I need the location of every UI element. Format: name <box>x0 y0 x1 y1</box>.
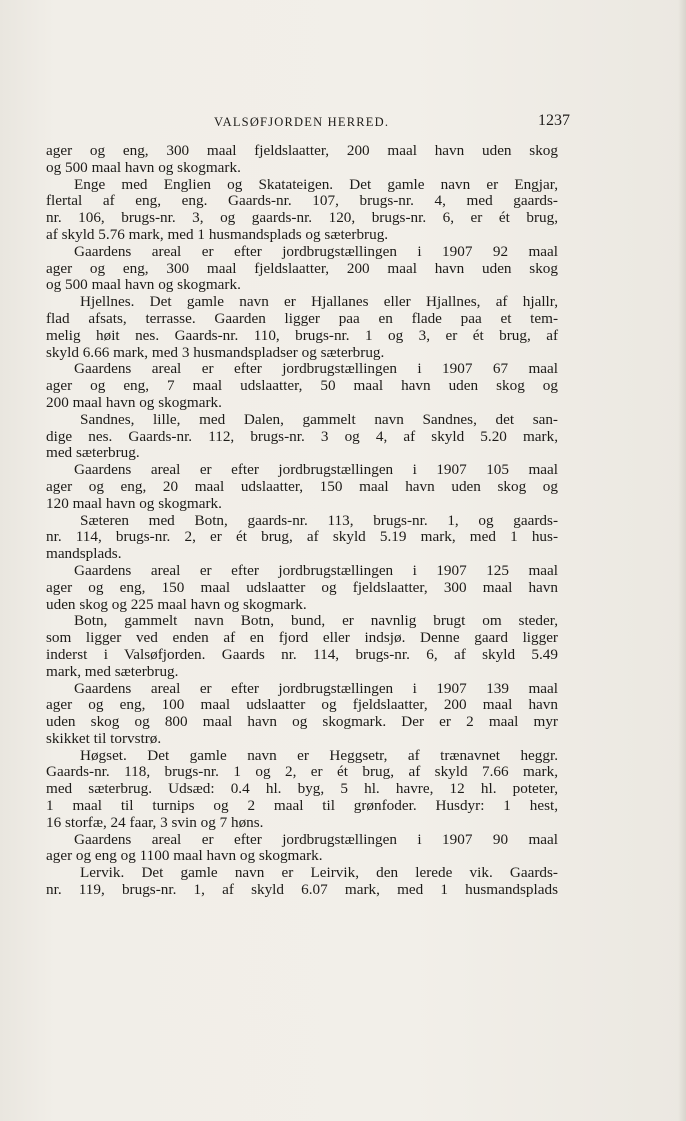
page-edge-shadow <box>678 0 686 1121</box>
text-line: Gaardens areal er efter jordbrugstællingen i 1907 67 maal <box>74 360 558 378</box>
text-line: 1 maal til turnips og 2 maal til grønfoder. Husdyr: 1 hest, <box>46 797 558 815</box>
text-line: Sæteren med Botn, gaards-nr. 113, brugs-nr. 1, og gaards- <box>80 511 558 529</box>
text-line: Botn, gammelt navn Botn, bund, er navnlig brugt om steder, <box>74 612 558 630</box>
text-line: som ligger ved enden af en fjord eller indsjø. Denne gaard ligger <box>46 629 558 647</box>
text-line: og 500 maal havn og skogmark. <box>46 158 241 176</box>
text-line: uden skog og 225 maal havn og skogmark. <box>46 595 307 613</box>
text-line: nr. 114, brugs-nr. 2, er ét brug, af skyld 5.19 mark, med 1 hus- <box>46 528 558 546</box>
text-line: ager og eng og 1100 maal havn og skogmark. <box>46 847 323 865</box>
text-line: Høgset. Det gamle navn er Heggsetr, af trænavnet heggr. <box>80 746 558 764</box>
text-line: 16 storfæ, 24 faar, 3 svin og 7 høns. <box>46 813 264 831</box>
text-line: Gaardens areal er efter jordbrugstællingen i 1907 125 maal <box>74 561 558 579</box>
text-line: ager og eng, 300 maal fjeldslaatter, 200 maal havn uden skog <box>46 259 558 277</box>
text-line: Enge med Englien og Skatateigen. Det gamle navn er Engjar, <box>74 175 558 193</box>
text-line: Hjellnes. Det gamle navn er Hjallanes eller Hjallnes, af hjallr, <box>80 293 558 311</box>
page-header <box>46 112 570 135</box>
text-line: ager og eng, 150 maal udslaatter og fjeldslaatter, 300 maal havn <box>46 578 558 596</box>
text-line: dige nes. Gaards-nr. 112, brugs-nr. 3 og 4, af skyld 5.20 mark, <box>46 427 558 445</box>
text-line: Gaardens areal er efter jordbrugstællingen i 1907 90 maal <box>74 830 558 848</box>
text-line: 120 maal havn og skogmark. <box>46 494 222 512</box>
text-line: Lervik. Det gamle navn er Leirvik, den lerede vik. Gaards- <box>80 864 558 882</box>
running-title: VALSØFJORDEN HERRED. <box>214 115 390 129</box>
text-line: Gaardens areal er efter jordbrugstællingen i 1907 139 maal <box>74 679 558 697</box>
text-line: flad afsats, terrasse. Gaarden ligger paa en flade paa et tem- <box>46 309 558 327</box>
text-line: ager og eng, 300 maal fjeldslaatter, 200 maal havn uden skog <box>46 142 558 159</box>
text-line: flertal af eng, eng. Gaards-nr. 107, brugs-nr. 4, med gaards- <box>46 192 558 210</box>
text-line: ager og eng, 20 maal udslaatter, 150 maal havn uden skog og <box>46 477 558 495</box>
text-line: med sæterbrug. <box>46 444 140 462</box>
text-line: 200 maal havn og skogmark. <box>46 393 222 411</box>
text-line: ager og eng, 100 maal udslaatter og fjeldslaatter, 200 maal havn <box>46 696 558 714</box>
text-line: skyld 6.66 mark, med 3 husmandspladser og sæterbrug. <box>46 343 385 361</box>
text-line: mandsplads. <box>46 545 122 563</box>
text-line: nr. 119, brugs-nr. 1, af skyld 6.07 mark, med 1 husmandsplads <box>46 881 558 899</box>
text-line: Gaards-nr. 118, brugs-nr. 1 og 2, er ét brug, af skyld 7.66 mark, <box>46 763 558 781</box>
body-text <box>46 143 558 899</box>
text-line: og 500 maal havn og skogmark. <box>46 276 241 294</box>
text-line: Gaardens areal er efter jordbrugstællingen i 1907 92 maal <box>74 242 558 260</box>
text-line: skikket til torvstrø. <box>46 729 162 747</box>
page-number: 1237 <box>538 112 570 129</box>
text-line: mark, med sæterbrug. <box>46 662 179 680</box>
text-line: af skyld 5.76 mark, med 1 husmandsplads og sæterbrug. <box>46 225 389 243</box>
text-line: Sandnes, lille, med Dalen, gammelt navn Sandnes, det san- <box>80 410 558 428</box>
text-line: med sæterbrug. Udsæd: 0.4 hl. byg, 5 hl. havre, 12 hl. poteter, <box>46 780 558 798</box>
text-line: nr. 106, brugs-nr. 3, og gaards-nr. 120, brugs-nr. 6, er ét brug, <box>46 209 558 227</box>
text-line: melig høit nes. Gaards-nr. 110, brugs-nr. 1 og 3, er ét brug, af <box>46 326 558 344</box>
text-line: Gaardens areal er efter jordbrugstællingen i 1907 105 maal <box>74 461 558 479</box>
text-line: ager og eng, 7 maal udslaatter, 50 maal havn uden skog og <box>46 377 558 395</box>
text-line: uden skog og 800 maal havn og skogmark. Der er 2 maal myr <box>46 713 558 731</box>
text-line: inderst i Valsøfjorden. Gaards nr. 114, brugs-nr. 6, af skyld 5.49 <box>46 645 558 663</box>
